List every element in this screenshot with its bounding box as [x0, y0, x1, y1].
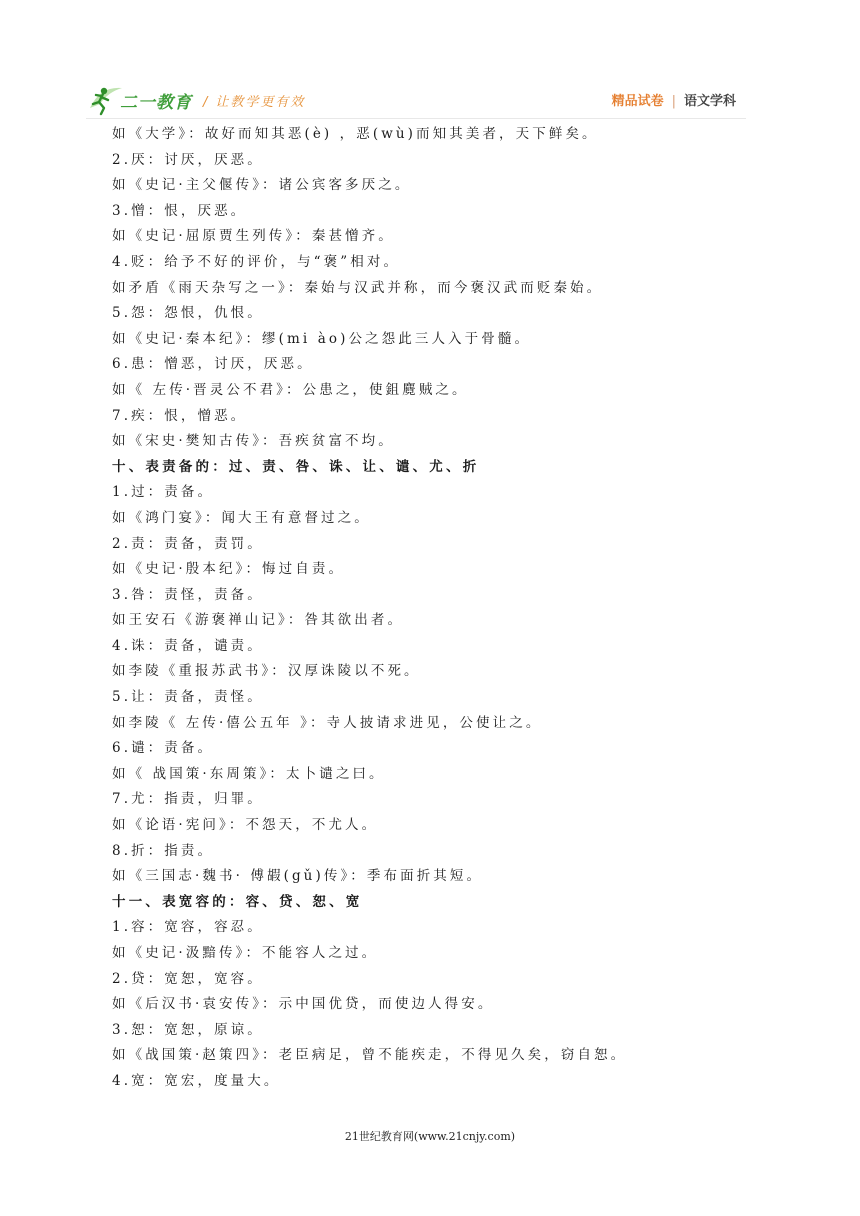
header-divider [86, 118, 746, 119]
definition-item: 1.过：责备。 [112, 484, 215, 501]
definition-item: 4.诛：责备，谴责。 [112, 637, 264, 654]
example-line: 如《 战国策·东周策》：太卜谴之曰。 [112, 765, 386, 782]
example-line: 如《战国策·赵策四》：老臣病足，曾不能疾走，不得见久矣，窃自恕。 [112, 1047, 628, 1064]
definition-item: 6.谴：责备。 [112, 740, 215, 757]
slogan-text: 让教学更有效 [215, 95, 306, 110]
document-body [112, 122, 752, 1095]
example-line: 如李陵《重报苏武书》：汉厚诛陵以不死。 [112, 663, 421, 680]
example-line: 如《 左传·晋灵公不君》：公患之，使鉏麑贼之。 [112, 381, 469, 398]
definition-item: 2.责：责备，责罚。 [112, 535, 264, 552]
section-heading: 十、表责备的：过、责、咎、诛、让、谴、尤、折 [112, 458, 480, 475]
definition-item: 3.咎：责怪，责备。 [112, 586, 264, 603]
definition-item: 2.厌：讨厌，厌恶。 [112, 151, 264, 168]
definition-item: 6.患：憎恶，讨厌，厌恶。 [112, 356, 314, 373]
example-line: 如《论语·宪问》：不怨天，不尤人。 [112, 817, 379, 834]
definition-item: 8.折：指责。 [112, 842, 215, 859]
example-line: 如王安石《游褒禅山记》：咎其欲出者。 [112, 612, 405, 629]
example-line: 如李陵《 左传·僖公五年 》：寺人披请求进见，公使让之。 [112, 714, 543, 731]
definition-item: 7.尤：指责，归罪。 [112, 791, 264, 808]
example-line: 如《大学》：故好而知其恶(è) ，恶(wù)而知其美者，天下鲜矣。 [112, 126, 599, 142]
definition-item: 1.容：宽容，容忍。 [112, 919, 264, 936]
logo-text: 二一教育 [120, 93, 192, 113]
example-line: 如《史记·秦本纪》：缪(mi ào)公之怨此三人入于骨髓。 [112, 330, 532, 347]
definition-item: 4.贬：给予不好的评价，与“褒”相对。 [112, 253, 401, 270]
slogan-slash: / [203, 95, 210, 110]
example-line: 如《史记·汲黯传》：不能容人之过。 [112, 945, 379, 961]
badge-premium: 精品试卷 [611, 94, 664, 109]
definition-item: 4.宽：宽宏，度量大。 [112, 1072, 281, 1089]
page-footer: 21世纪教育网(www.21cnjy.com) [344, 1130, 516, 1143]
definition-item: 3.憎：恨，厌恶。 [112, 202, 248, 219]
example-line: 如《史记·屈原贾生列传》：秦甚憎齐。 [112, 228, 395, 245]
slogan [203, 91, 305, 110]
page-header [86, 82, 746, 116]
badge-subject: 语文学科 [683, 94, 736, 109]
example-line: 如《史记·殷本纪》：悔过自责。 [112, 561, 346, 578]
example-line: 如《三国志·魏书· 傅嘏(gǔ)传》：季布面折其短。 [112, 868, 484, 885]
example-line: 如矛盾《雨天杂写之一》：秦始与汉武并称，而今褒汉武而贬秦始。 [112, 279, 604, 296]
example-line: 如《后汉书·袁安传》：示中国优贷，而使边人得安。 [112, 996, 495, 1013]
definition-item: 2.贷：宽恕，宽容。 [112, 970, 264, 987]
definition-item: 7.疾：恨，憎恶。 [112, 407, 248, 424]
example-line: 如《鸿门宴》：闻大王有意督过之。 [112, 509, 371, 526]
example-line: 如《宋史·樊知古传》：吾疾贫富不均。 [112, 433, 395, 450]
example-line: 如《史记·主父偃传》：诸公宾客多厌之。 [112, 177, 412, 194]
badge-separator: | [671, 94, 676, 109]
definition-item: 3.恕：宽恕，原谅。 [112, 1021, 264, 1038]
subject-badge [612, 90, 736, 109]
section-heading: 十一、表宽容的：容、贷、恕、宽 [112, 893, 363, 910]
definition-item: 5.让：责备，责怪。 [112, 689, 264, 706]
definition-item: 5.怨：怨恨，仇恨。 [112, 305, 264, 322]
